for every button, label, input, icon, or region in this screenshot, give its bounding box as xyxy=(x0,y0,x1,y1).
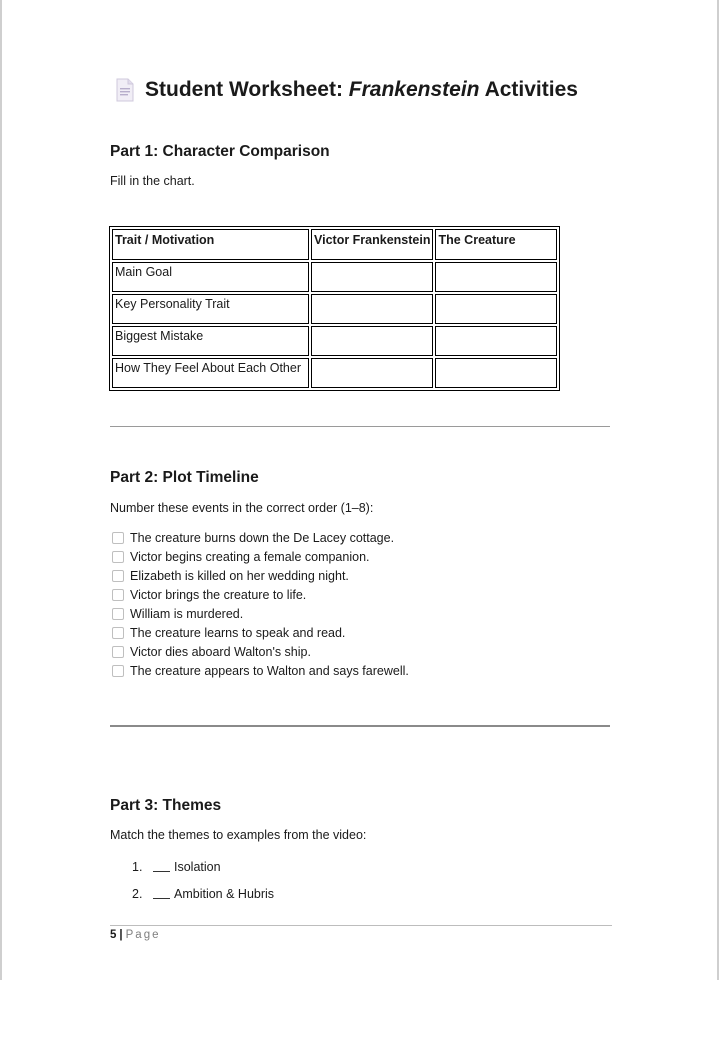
checkbox[interactable] xyxy=(112,646,124,658)
event-text: The creature burns down the De Lacey cottage. xyxy=(130,530,395,545)
checkbox[interactable] xyxy=(112,532,124,544)
title-italic: Frankenstein xyxy=(348,78,480,101)
page-footer xyxy=(110,929,160,941)
checkbox[interactable] xyxy=(112,570,124,582)
character-comparison-table xyxy=(109,226,560,391)
checkbox[interactable] xyxy=(112,627,124,639)
answer-blank[interactable] xyxy=(153,861,170,872)
table-row xyxy=(112,294,557,324)
list-item xyxy=(112,661,409,680)
theme-label: Isolation xyxy=(174,859,221,874)
table-cell-trait: How They Feel About Each Other xyxy=(112,358,309,388)
table-cell-creature[interactable] xyxy=(435,358,557,388)
part2-instruction: Number these events in the correct order (1–8): xyxy=(110,501,374,515)
table-cell-trait: Main Goal xyxy=(112,262,309,292)
table-cell-creature[interactable] xyxy=(435,294,557,324)
table-header: Victor Frankenstein xyxy=(311,229,433,260)
event-text: Victor begins creating a female companion. xyxy=(130,549,370,564)
table-cell-trait: Biggest Mistake xyxy=(112,326,309,356)
list-item xyxy=(112,528,409,547)
theme-number: 2. xyxy=(132,886,143,901)
title-suffix: Activities xyxy=(479,78,578,101)
checkbox[interactable] xyxy=(112,589,124,601)
table-row xyxy=(112,326,557,356)
table-cell-creature[interactable] xyxy=(435,326,557,356)
page-number: 5 xyxy=(110,929,117,941)
list-item xyxy=(112,642,409,661)
checkbox[interactable] xyxy=(112,665,124,677)
table-header: The Creature xyxy=(435,229,557,260)
list-item xyxy=(112,585,409,604)
themes-list xyxy=(132,853,274,907)
page-title xyxy=(145,78,578,102)
table-header: Trait / Motivation xyxy=(112,229,309,260)
theme-number: 1. xyxy=(132,859,143,874)
table-cell-victor[interactable] xyxy=(311,262,433,292)
page-edge-left xyxy=(0,0,2,980)
title-prefix: Student Worksheet: xyxy=(145,78,349,101)
plot-events-list xyxy=(112,528,409,680)
event-text: Victor dies aboard Walton's ship. xyxy=(130,644,311,659)
table-cell-creature[interactable] xyxy=(435,262,557,292)
section-divider xyxy=(110,426,610,427)
answer-blank[interactable] xyxy=(153,888,170,899)
title-row xyxy=(115,78,578,102)
checkbox[interactable] xyxy=(112,551,124,563)
part1-instruction: Fill in the chart. xyxy=(110,174,195,188)
table-header-row xyxy=(112,229,557,260)
theme-label: Ambition & Hubris xyxy=(174,886,275,901)
event-text: Elizabeth is killed on her wedding night. xyxy=(130,568,349,583)
part2-heading: Part 2: Plot Timeline xyxy=(110,469,259,486)
table-cell-victor[interactable] xyxy=(311,294,433,324)
page-word: Page xyxy=(125,929,161,941)
list-item xyxy=(112,604,409,623)
checkbox[interactable] xyxy=(112,608,124,620)
table-row xyxy=(112,262,557,292)
table-cell-trait: Key Personality Trait xyxy=(112,294,309,324)
list-item xyxy=(112,566,409,585)
table-row xyxy=(112,358,557,388)
page-edge-right xyxy=(717,0,719,980)
part3-instruction: Match the themes to examples from the video: xyxy=(110,828,367,842)
footer-separator: | xyxy=(119,929,123,941)
list-item xyxy=(132,853,274,880)
table-cell-victor[interactable] xyxy=(311,326,433,356)
part3-heading: Part 3: Themes xyxy=(110,797,222,814)
event-text: The creature learns to speak and read. xyxy=(130,625,346,640)
list-item xyxy=(132,880,274,907)
page-bottom-area xyxy=(0,980,720,1040)
list-item xyxy=(112,623,409,642)
event-text: The creature appears to Walton and says farewell. xyxy=(130,663,409,678)
document-icon xyxy=(115,78,135,102)
table-cell-victor[interactable] xyxy=(311,358,433,388)
event-text: Victor brings the creature to life. xyxy=(130,587,307,602)
event-text: William is murdered. xyxy=(130,606,244,621)
part1-heading: Part 1: Character Comparison xyxy=(110,143,330,160)
list-item xyxy=(112,547,409,566)
footer-divider xyxy=(110,925,612,926)
section-divider xyxy=(110,725,610,727)
